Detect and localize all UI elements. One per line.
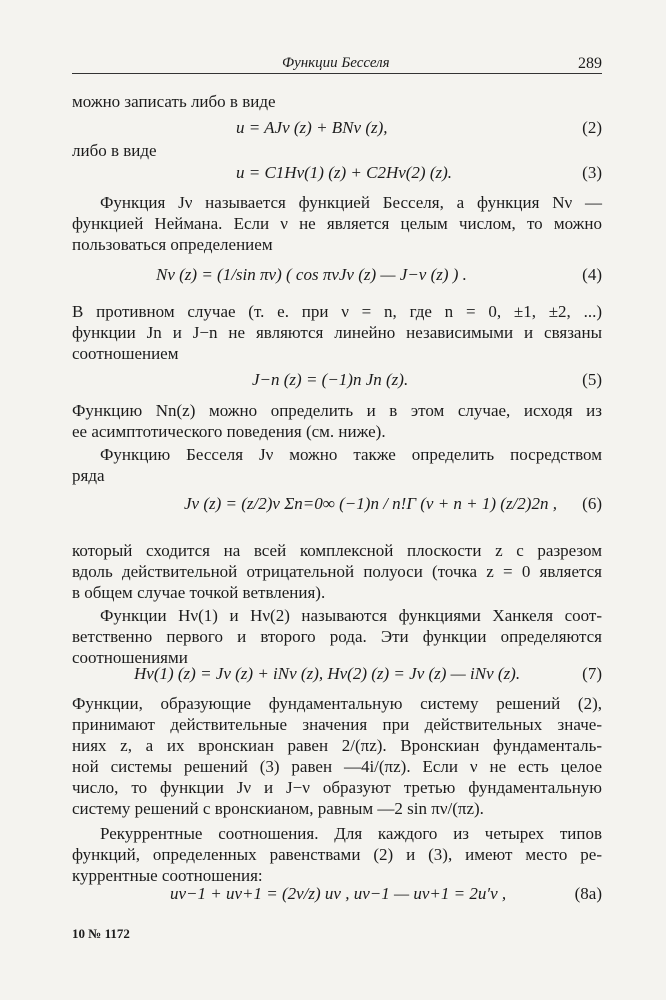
paragraph-2-line-3: соотношением <box>72 344 179 363</box>
equation-5-number: (5) <box>582 370 602 389</box>
intro-line-2: либо в виде <box>72 141 157 160</box>
paragraph-7-line-6: систему решений с вронскианом, равным —2 sin πν/(πz). <box>72 799 484 818</box>
paragraph-5-line-1: который сходится на всей комплексной плоскости z с разрезом <box>72 541 602 560</box>
paragraph-8-line-1: Рекуррентные соотношения. Для каждого из четырех типов <box>100 824 602 843</box>
paragraph-4-line-2: ряда <box>72 466 105 485</box>
paragraph-7-line-4: ной системы решений (3) равен —4i/(πz). Если ν не есть целое <box>72 757 602 776</box>
paragraph-4-line-1: Функцию Бесселя Jν можно также определить посредством <box>100 445 602 464</box>
paragraph-6-line-1: Функции Hν(1) и Hν(2) называются функциями Ханкеля соот- <box>100 606 602 625</box>
equation-3-number: (3) <box>582 163 602 182</box>
paragraph-6-line-2: ветственно первого и второго рода. Эти функции определяются <box>72 627 602 646</box>
equation-6-body: Jν (z) = (z/2)ν Σn=0∞ (−1)n / n!Γ (ν + n + 1) (z/2)2n , <box>184 494 557 513</box>
equation-2-body: u = AJν (z) + BNν (z), <box>236 118 388 137</box>
intro-line-1: можно записать либо в виде <box>72 92 276 111</box>
paragraph-7-line-1: Функции, образующие фундаментальную систему решений (2), <box>72 694 602 713</box>
equation-6-number: (6) <box>582 494 602 513</box>
paragraph-5-line-3: в общем случае точкой ветвления). <box>72 583 326 602</box>
paragraph-3-line-2: ее асимптотического поведения (см. ниже). <box>72 422 386 441</box>
paragraph-6-line-3: соотношениями <box>72 648 188 667</box>
signature-mark: 10 № 1172 <box>72 926 130 941</box>
paragraph-8-line-3: куррентные соотношения: <box>72 866 263 885</box>
running-title: Функции Бесселя <box>282 55 390 71</box>
paragraph-7-line-3: ниях z, а их вронскиан равен 2/(πz). Вронскиан фундаменталь- <box>72 736 602 755</box>
paragraph-2-line-2: функции Jn и J−n не являются линейно независимыми и связаны <box>72 323 602 342</box>
page-number: 289 <box>578 55 602 72</box>
paragraph-5-line-2: вдоль действительной отрицательной полуоси (точка z = 0 является <box>72 562 602 581</box>
equation-3-body: u = C1Hν(1) (z) + C2Hν(2) (z). <box>236 163 453 182</box>
paragraph-1-line-1: Функция Jν называется функцией Бесселя, а функция Nν — <box>100 193 602 212</box>
equation-5 <box>72 370 602 398</box>
equation-2-number: (2) <box>582 118 602 137</box>
paragraph-1-line-2: функцией Неймана. Если ν не является целым числом, то можно <box>72 214 602 233</box>
equation-7-body: Hν(1) (z) = Jν (z) + iNν (z), Hν(2) (z) = Jν (z) — iNν (z). <box>134 664 521 683</box>
equation-5-body: J−n (z) = (−1)n Jn (z). <box>252 370 409 389</box>
paragraph-1-line-3: пользоваться определением <box>72 235 273 254</box>
paragraph-7-line-5: число, то функции Jν и J−ν образуют третью фундаментальную <box>72 778 602 797</box>
equation-7-number: (7) <box>582 664 602 683</box>
equation-8a-number: (8a) <box>574 884 602 903</box>
equation-4 <box>72 265 602 293</box>
paragraph-8-line-2: функций, определенных равенствами (2) и (3), имеют место ре- <box>72 845 602 864</box>
equation-8a-body: uν−1 + uν+1 = (2ν/z) uν , uν−1 — uν+1 = 2u′ν , <box>170 884 507 903</box>
paragraph-3-line-1: Функцию Nn(z) можно определить и в этом случае, исходя из <box>72 401 602 420</box>
equation-6 <box>72 494 602 522</box>
page-header <box>72 55 602 74</box>
equation-4-number: (4) <box>582 265 602 284</box>
equation-8a <box>72 884 602 912</box>
paragraph-2-line-1: В противном случае (т. е. при ν = n, где n = 0, ±1, ±2, ...) <box>72 302 602 321</box>
equation-4-body: Nν (z) = (1/sin πν) ( cos πνJν (z) — J−ν (z) ) . <box>156 265 467 284</box>
paragraph-7-line-2: принимают действительные значения при действительных значе- <box>72 715 602 734</box>
equation-7 <box>72 664 602 692</box>
equation-3 <box>72 163 602 191</box>
